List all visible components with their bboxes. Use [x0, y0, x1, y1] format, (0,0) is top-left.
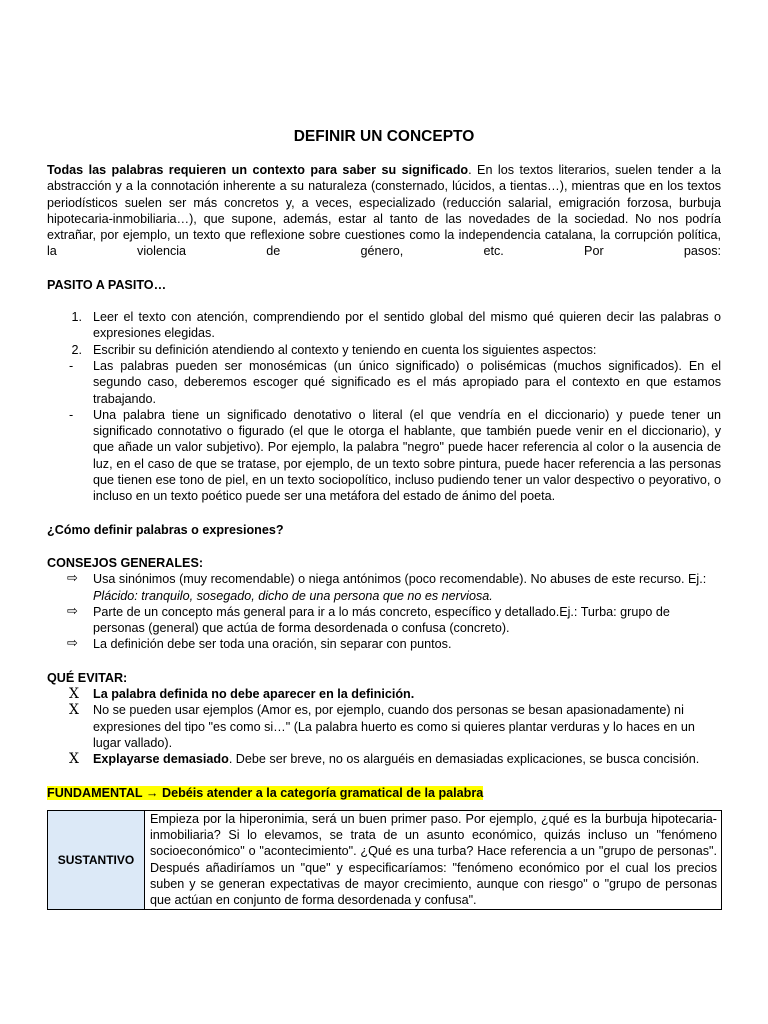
- list-item-text: Una palabra tiene un significado denotativo o literal (el que vendría en el diccionario) y puede tener un significado connotativo o figurado (el que le otorga el hablante, que también puede venir en el diccionario), y que añade un valor subjetivo). Por ejemplo, la palabra "negro" puede hacer referencia al color o la ausencia de luz, en el caso de que se tratase, por ejemplo, de un texto sobre pintura, puede hacer referencia a las personas que tienen ese tono de piel, en un texto sociopolítico, incluso pudiendo tener un valor despectivo o peyorativo, o incluso en un texto poético puede ser una metáfora del estado de ánimo del poeta.: [93, 407, 721, 504]
- categories-table: [47, 810, 722, 910]
- list-item: [47, 751, 721, 767]
- avoid-list: [47, 686, 721, 767]
- list-item: [47, 407, 721, 505]
- document-title: DEFINIR UN CONCEPTO: [293, 128, 475, 145]
- list-item: [47, 358, 721, 407]
- right-arrow-icon: →: [145, 785, 159, 800]
- cross-icon: X: [69, 751, 79, 768]
- list-item: [47, 309, 721, 342]
- list-marker: 1.: [71, 310, 82, 325]
- list-item-text: [93, 571, 721, 604]
- list-marker: -: [69, 358, 74, 373]
- document-page: [47, 128, 721, 910]
- list-item: [47, 342, 721, 358]
- intro-paragraph: [47, 162, 721, 260]
- list-item: [47, 686, 721, 702]
- list-item-text: Las palabras pueden ser monosémicas (un único significado) o polisémicas (muchos significados). En el segundo caso, deberemos escoger qué significado es el más apropiado para el contexto en que estamos trabajando.: [93, 358, 721, 406]
- arrow-icon: ⇨: [67, 603, 78, 619]
- advice-heading: CONSEJOS GENERALES:: [47, 555, 204, 570]
- fundamental-highlight: [47, 786, 483, 800]
- steps-list: [47, 309, 721, 505]
- list-item-text: Escribir su definición atendiendo al contexto y teniendo en cuenta los siguientes aspectos:: [93, 342, 597, 357]
- arrow-icon: ⇨: [67, 636, 78, 652]
- list-item-text: La definición debe ser toda una oración, sin separar con puntos.: [93, 637, 452, 652]
- category-name: SUSTANTIVO: [48, 810, 145, 909]
- avoid-bold: La palabra definida no debe aparecer en la definición.: [93, 687, 415, 702]
- intro-lead: Todas las palabras requieren un contexto para saber su significado: [47, 163, 469, 177]
- list-item-text: Parte de un concepto más general para ir a lo más concreto, específico y detallado.Ej.: Turba: grupo de personas (general) que actúa de forma desordenada o confusa (concreto).: [93, 604, 670, 636]
- fundamental-label: FUNDAMENTAL: [47, 785, 143, 800]
- list-item-text: [93, 702, 721, 751]
- advice-example: Plácido: tranquilo, sosegado, dicho de una persona que no es nerviosa.: [93, 588, 493, 603]
- list-item: [47, 604, 721, 637]
- fundamental-text: Debéis atender a la categoría gramatical de la palabra: [161, 785, 484, 800]
- cross-icon: X: [69, 702, 79, 719]
- avoid-text: . Debe ser breve, no os alarguéis en demasiadas explicaciones, se busca concisión.: [228, 752, 700, 767]
- table-row: [48, 810, 722, 909]
- list-item: [47, 636, 721, 652]
- category-definition: Empieza por la hiperonimia, será un buen primer paso. Por ejemplo, ¿qué es la burbuja hipotecaria-inmobiliaria? Si lo elevamos, se trata de un asunto económico, quizás incluso un "fenómeno socioeconómico" o "acontecimiento". ¿Qué es una turba? Hace referencia a un "grupo de personas". Después añadiríamos un "que" y especificaríamos: "fenómeno económico por el cual los precios suben y se generan expectativas de mayor crecimiento, aunque con riesgo" o "grupo de personas que actúan en conjunto de forma desordenada y confusa".: [145, 810, 722, 909]
- steps-heading: PASITO A PASITO…: [47, 277, 167, 292]
- question-heading: ¿Cómo definir palabras o expresiones?: [47, 522, 284, 537]
- list-marker: 2.: [71, 342, 82, 357]
- avoid-text: No se pueden usar ejemplos (Amor es, por ejemplo, cuando dos personas se besan apasionadamente) ni expresiones del tipo "es como si…" (La palabra huerto es como si quieres plantar verduras y lo haces en un lugar vallado).: [93, 703, 695, 750]
- spacer: [47, 293, 721, 309]
- list-item-text: Leer el texto con atención, comprendiendo por el sentido global del mismo qué quieren decir las palabras o expresiones elegidas.: [93, 310, 721, 341]
- list-item: [47, 571, 721, 604]
- list-item: [47, 702, 721, 751]
- advice-text: Usa sinónimos (muy recomendable) o niega antónimos (poco recomendable). No abuses de este recurso. Ej.:: [93, 572, 707, 587]
- arrow-icon: ⇨: [67, 571, 78, 587]
- list-marker: -: [69, 407, 74, 422]
- avoid-bold: Explayarse demasiado: [93, 752, 229, 767]
- list-item-text: [93, 751, 721, 767]
- list-item-text: [93, 686, 721, 702]
- intro-text: . En los textos literarios, suelen tender a la abstracción y a la connotación inherente a su naturaleza (consternado, lúcidos, a tientas…), mientras que en los textos periodísticos suelen ser más concretos y, a veces, especializado (reducción salarial, emigración forzosa, burbuja hipotecaria-inmobiliaria…), que supone, además, estar al tanto de las novedades de la sociedad. No nos podría extrañar, por ejemplo, un texto que reflexione sobre cuestiones como la independencia catalana, la corrupción política, la violencia de género, etc. Por pasos:: [47, 163, 721, 259]
- avoid-heading: QUÉ EVITAR:: [47, 670, 128, 685]
- fundamental-heading: [47, 785, 721, 801]
- cross-icon: X: [69, 686, 79, 703]
- advice-list: [47, 571, 721, 652]
